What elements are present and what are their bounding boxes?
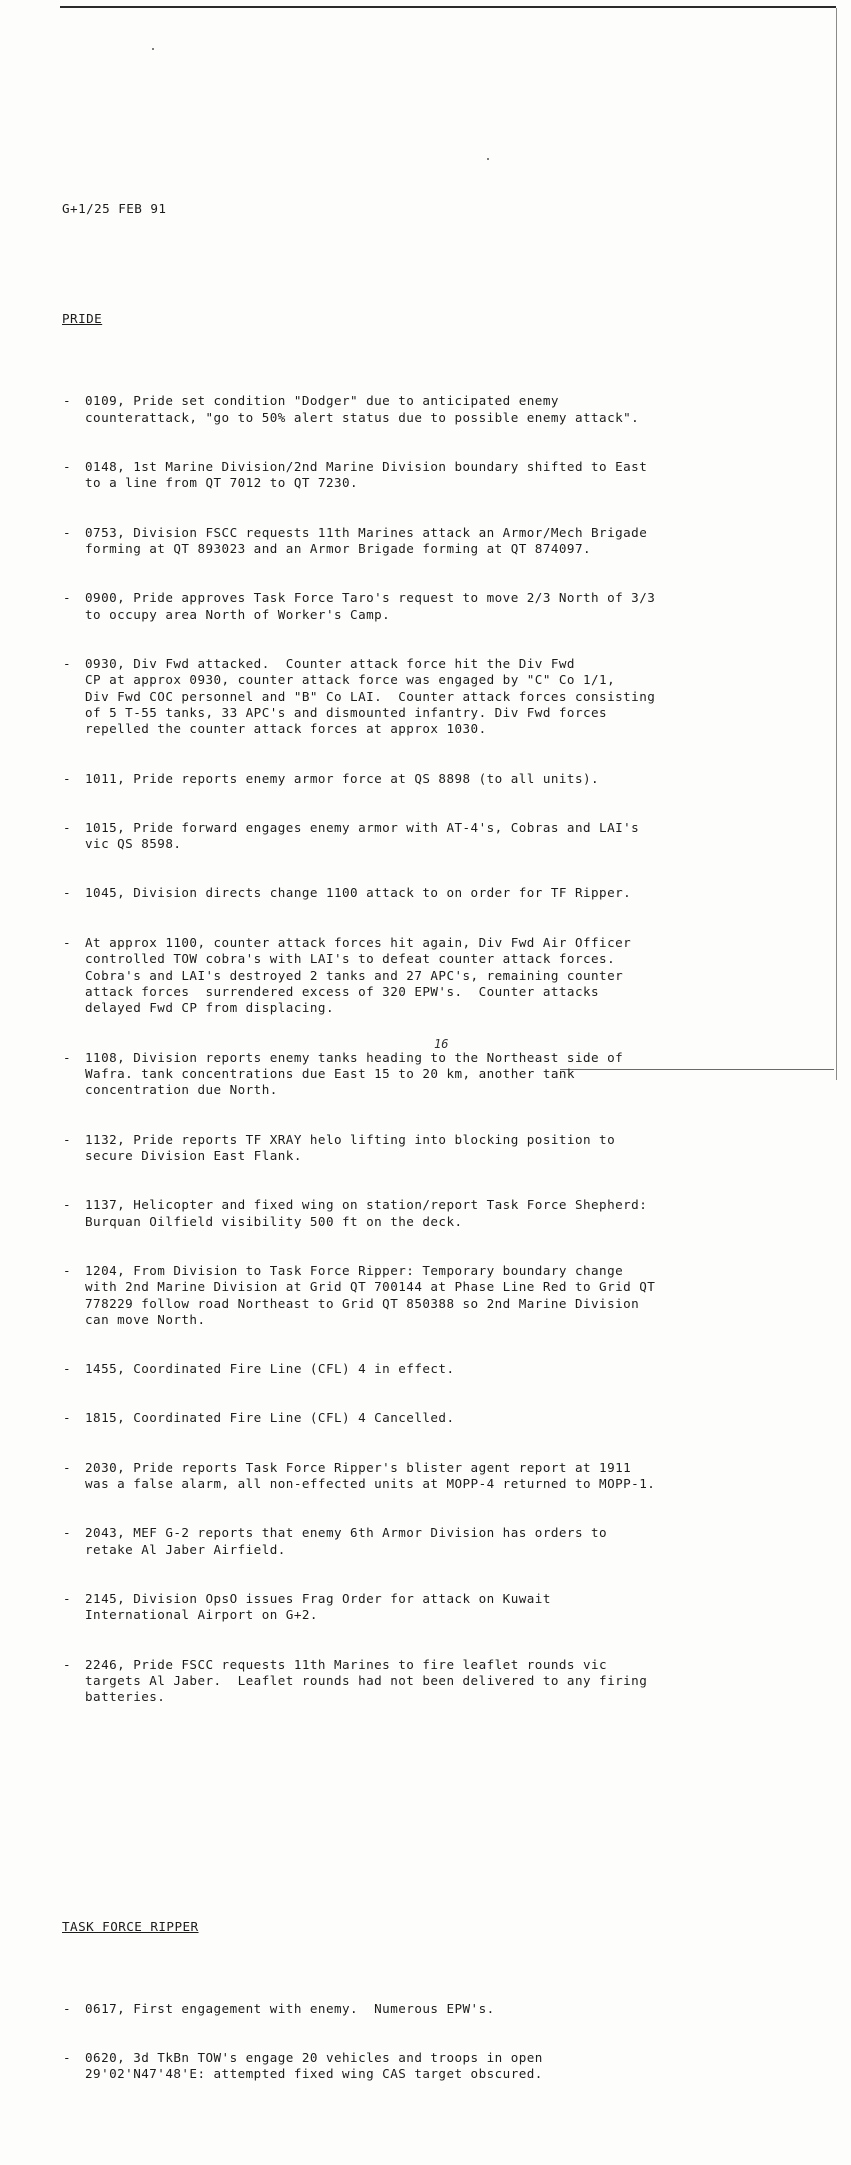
entry-text: 1132, Pride reports TF XRAY helo lifting into blocking position to secure Division East Flank. — [85, 1131, 616, 1163]
log-entry — [62, 1460, 822, 1493]
log-entry — [62, 393, 822, 426]
scan-speck — [152, 48, 154, 50]
log-entry — [62, 1525, 822, 1558]
log-entry — [62, 1132, 822, 1165]
entry-marker: - — [63, 1459, 72, 1475]
log-entry — [62, 885, 822, 901]
log-entry — [62, 2050, 822, 2083]
log-entry — [62, 459, 822, 492]
entry-marker: - — [63, 1131, 72, 1147]
entry-marker: - — [63, 1525, 72, 1541]
entry-text: 0617, First engagement with enemy. Numerous EPW's. — [85, 2000, 495, 2016]
entry-marker: - — [63, 1197, 72, 1213]
log-entry — [62, 1591, 822, 1624]
entry-text: 0753, Division FSCC requests 11th Marines attack an Armor/Mech Brigade forming at QT 893023 and an Armor Brigade forming at QT 874097. — [85, 524, 648, 556]
entry-marker: - — [63, 1361, 72, 1377]
entry-text: 2030, Pride reports Task Force Ripper's blister agent report at 1911 was a false alarm, all non-effected units at MOPP-4 returned to MOPP-1. — [85, 1459, 656, 1492]
entry-marker: - — [63, 885, 72, 901]
entry-list — [62, 1968, 822, 2116]
entry-marker: - — [63, 590, 72, 606]
section-spacer — [62, 1821, 822, 1837]
log-entry — [62, 1361, 822, 1377]
section-pride — [62, 278, 822, 1771]
entry-text: 1815, Coordinated Fire Line (CFL) 4 Cancelled. — [85, 1410, 455, 1426]
date-header: G+1/25 FEB 91 — [62, 200, 167, 216]
section-task-force-ripper — [62, 1886, 822, 2149]
page-top-edge — [60, 6, 836, 8]
entry-marker: - — [63, 655, 72, 671]
log-entry — [62, 820, 822, 853]
entry-text: 1011, Pride reports enemy armor force at QS 8898 (to all units). — [85, 770, 600, 786]
entry-text: 1204, From Division to Task Force Ripper: Temporary boundary change with 2nd Marine Division at Grid QT 700144 at Phase Line Red to Grid QT 778229 follow road Northeast to Grid QT 850388 so 2nd Marine Division can move North. — [85, 1262, 656, 1328]
section-title: PRIDE — [62, 311, 103, 327]
log-entry — [62, 2001, 822, 2017]
page-right-edge — [836, 8, 837, 1080]
entry-marker: - — [63, 1410, 72, 1426]
entry-text: 0148, 1st Marine Division/2nd Marine Division boundary shifted to East to a line from QT 7012 to QT 7230. — [85, 458, 648, 491]
page-number: 16 — [434, 1037, 449, 1051]
entry-text: 0900, Pride approves Task Force Taro's request to move 2/3 North of 3/3 to occupy area North of Worker's Camp. — [85, 590, 656, 622]
entry-marker: - — [63, 1262, 72, 1278]
entry-text: At approx 1100, counter attack forces hit again, Div Fwd Air Officer controlled TOW cobra's with LAI's to defeat counter attack forces. Cobra's and LAI's destroyed 2 tanks and 27 APC's, remaining counter attack forces surrendered excess of 320 EPW's. Counter attacks delayed Fwd CP from displacing. — [85, 934, 632, 1016]
entry-text: 1137, Helicopter and fixed wing on station/report Task Force Shepherd: Burquan Oilfield visibility 500 ft on the deck. — [85, 1197, 648, 1229]
scan-speck — [487, 158, 489, 160]
entry-marker: - — [63, 1656, 72, 1672]
log-entry — [62, 656, 822, 738]
entry-marker: - — [63, 934, 72, 950]
entry-marker: - — [63, 819, 72, 835]
entry-text: 1108, Division reports enemy tanks heading to the Northeast side of Wafra. tank concentrations due East 15 to 20 km, another tank concentration due North. — [85, 1049, 624, 1098]
entry-marker: - — [63, 2049, 72, 2065]
entry-marker: - — [63, 770, 72, 786]
entry-text: 1015, Pride forward engages enemy armor with AT-4's, Cobras and LAI's vic QS 8598. — [85, 819, 640, 852]
log-entry — [62, 1263, 822, 1329]
entry-text: 2043, MEF G-2 reports that enemy 6th Armor Division has orders to retake Al Jaber Airfield. — [85, 1525, 608, 1557]
entry-marker: - — [63, 524, 72, 540]
log-entry — [62, 1197, 822, 1230]
log-entry — [62, 590, 822, 623]
log-entry — [62, 1657, 822, 1706]
entry-text: 1045, Division directs change 1100 attack to on order for TF Ripper. — [85, 885, 632, 901]
entry-text: 2145, Division OpsO issues Frag Order for attack on Kuwait International Airport on G+2. — [85, 1590, 551, 1623]
entry-marker: - — [63, 1590, 72, 1606]
section-title: TASK FORCE RIPPER — [62, 1918, 199, 1934]
entry-marker: - — [63, 458, 72, 474]
entry-text: 1455, Coordinated Fire Line (CFL) 4 in effect. — [85, 1361, 455, 1377]
document-page — [62, 168, 822, 2165]
log-entry — [62, 935, 822, 1017]
entry-marker: - — [63, 393, 72, 409]
entry-marker: - — [63, 1049, 72, 1065]
log-entry — [62, 1410, 822, 1426]
entry-text: 0109, Pride set condition "Dodger" due to anticipated enemy counterattack, "go to 50% alert status due to possible enemy attack". — [85, 393, 640, 425]
log-entry — [62, 771, 822, 787]
entry-text: 0620, 3d TkBn TOW's engage 20 vehicles and troops in open 29'02'N47'48'E: attempted fixed wing CAS target obscured. — [85, 2049, 543, 2082]
log-entry — [62, 525, 822, 558]
entry-text: 0930, Div Fwd attacked. Counter attack force hit the Div Fwd CP at approx 0930, counter attack force was engaged by "C" Co 1/1, Div Fwd COC personnel and "B" Co LAI. Counter attack forces consisting of 5 T-55 tanks, 33 APC's and dismounted infantry. Div Fwd forces repelled the counter attack forces at approx 1030. — [85, 655, 656, 737]
log-entry — [62, 1050, 822, 1099]
entry-text: 2246, Pride FSCC requests 11th Marines to fire leaflet rounds vic targets Al Jaber. Leaflet rounds had not been delivered to any firing batteries. — [85, 1656, 648, 1705]
entry-marker: - — [63, 2000, 72, 2016]
